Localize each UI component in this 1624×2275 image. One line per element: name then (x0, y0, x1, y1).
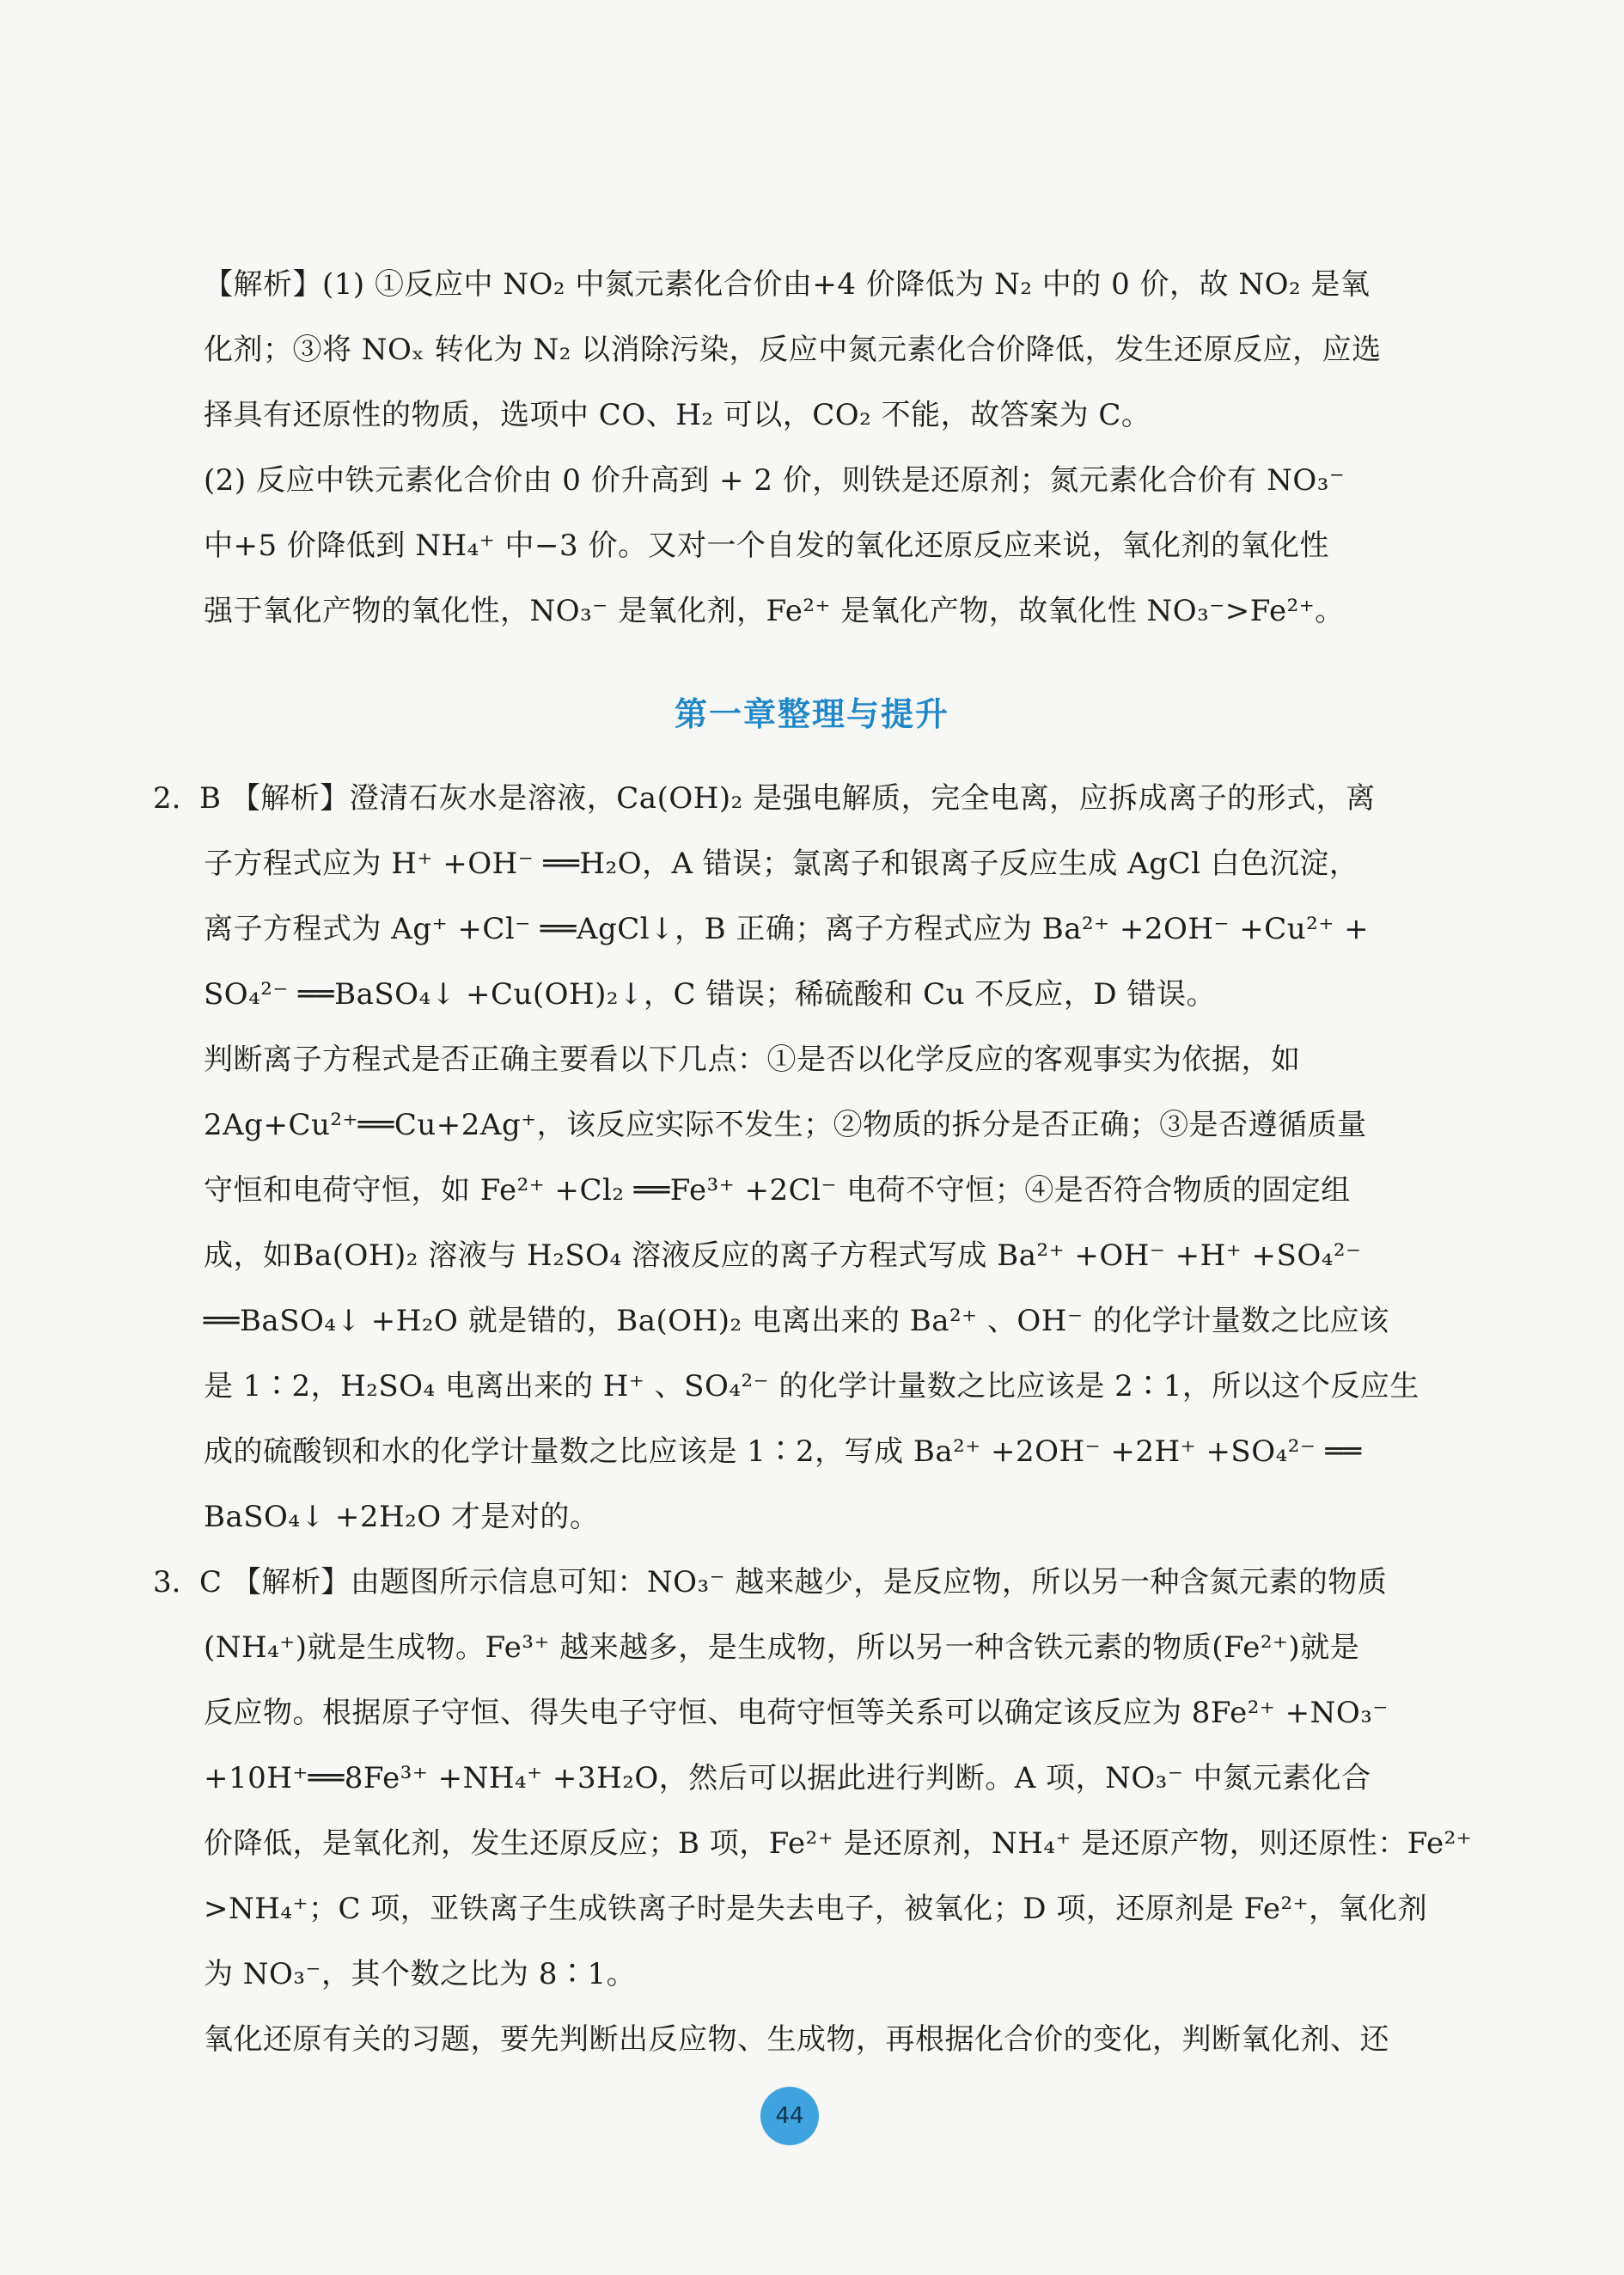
text-line: 判断离子方程式是否正确主要看以下几点：①是否以化学反应的客观事实为依据，如 (204, 1043, 1301, 1077)
text-line: ══BaSO₄↓ +H₂O 就是错的，Ba(OH)₂ 电离出来的 Ba²⁺ 、OH⁻ 的化学计量数之比应该 (204, 1304, 1389, 1338)
text-line: 子方程式应为 H⁺ +OH⁻ ══H₂O，A 错误；氯离子和银离子反应生成 AgCl 白色沉淀， (204, 847, 1359, 881)
text-line: C 【解析】由题图所示信息可知：NO₃⁻ 越来越少，是反应物，所以另一种含氮元素的物质 (199, 1565, 1388, 1599)
page-number-badge: 44 (760, 2087, 819, 2145)
text-line: BaSO₄↓ +2H₂O 才是对的。 (204, 1500, 600, 1534)
text-line: 中+5 价降低到 NH₄⁺ 中−3 价。又对一个自发的氧化还原反应来说，氧化剂的氧化性 (204, 529, 1329, 563)
text-line: 择具有还原性的物质，选项中 CO、H₂ 可以，CO₂ 不能，故答案为 C。 (204, 398, 1151, 432)
text-line: 是 1∶2，H₂SO₄ 电离出来的 H⁺ 、SO₄²⁻ 的化学计量数之比应该是 2∶1，所以这个反应生 (204, 1369, 1419, 1404)
text-line: 守恒和电荷守恒，如 Fe²⁺ +Cl₂ ══Fe³⁺ +2Cl⁻ 电荷不守恒；④是否符合物质的固定组 (204, 1173, 1351, 1208)
text-line: 成，如Ba(OH)₂ 溶液与 H₂SO₄ 溶液反应的离子方程式写成 Ba²⁺ +OH⁻ +H⁺ +SO₄²⁻ (204, 1238, 1362, 1273)
text-line: +10H⁺══8Fe³⁺ +NH₄⁺ +3H₂O，然后可以据此进行判断。A 项，NO₃⁻ 中氮元素化合 (204, 1761, 1371, 1795)
text-line: 氧化还原有关的习题，要先判断出反应物、生成物，再根据化合价的变化，判断氧化剂、还 (204, 2022, 1389, 2057)
text-line: 反应物。根据原子守恒、得失电子守恒、电荷守恒等关系可以确定该反应为 8Fe²⁺ +NO₃⁻ (204, 1696, 1389, 1730)
text-line: (2) 反应中铁元素化合价由 0 价升高到 + 2 价，则铁是还原剂；氮元素化合价有 NO₃⁻ (204, 463, 1346, 498)
question-number: 2. (153, 781, 181, 816)
text-line: 成的硫酸钡和水的化学计量数之比应该是 1∶2，写成 Ba²⁺ +2OH⁻ +2H⁺ +SO₄²⁻ ══ (204, 1434, 1362, 1469)
text-line: 离子方程式为 Ag⁺ +Cl⁻ ══AgCl↓，B 正确；离子方程式应为 Ba²⁺ +2OH⁻ +Cu²⁺ + (204, 912, 1370, 946)
text-line: 2Ag+Cu²⁺══Cu+2Ag⁺，该反应实际不发生；②物质的拆分是否正确；③是否遵循质量 (204, 1108, 1367, 1142)
text-line: B 【解析】澄清石灰水是溶液，Ca(OH)₂ 是强电解质，完全电离，应拆成离子的形式，离 (199, 781, 1376, 816)
text-line: SO₄²⁻ ══BaSO₄↓ +Cu(OH)₂↓，C 错误；稀硫酸和 Cu 不反应，D 错误。 (204, 977, 1216, 1012)
text-line: 【解析】(1) ①反应中 NO₂ 中氮元素化合价由+4 价降低为 N₂ 中的 0 价，故 NO₂ 是氧 (204, 267, 1371, 302)
text-line: 强于氧化产物的氧化性，NO₃⁻ 是氧化剂，Fe²⁺ 是氧化产物，故氧化性 NO₃⁻>Fe²⁺。 (204, 594, 1345, 628)
text-line: 为 NO₃⁻，其个数之比为 8∶1。 (204, 1957, 637, 1991)
text-line: 化剂；③将 NOₓ 转化为 N₂ 以消除污染，反应中氮元素化合价降低，发生还原反应，应选 (204, 333, 1382, 367)
section-title: 第一章整理与提升 (674, 695, 949, 733)
text-line: >NH₄⁺；C 项，亚铁离子生成铁离子时是失去电子，被氧化；D 项，还原剂是 Fe²⁺，氧化剂 (204, 1892, 1428, 1926)
text-line: (NH₄⁺)就是生成物。Fe³⁺ 越来越多，是生成物，所以另一种含铁元素的物质(Fe²⁺)就是 (204, 1630, 1360, 1665)
text-line: 价降低，是氧化剂，发生还原反应；B 项，Fe²⁺ 是还原剂，NH₄⁺ 是还原产物，则还原性：Fe²⁺ (204, 1826, 1473, 1861)
question-number: 3. (153, 1565, 181, 1599)
